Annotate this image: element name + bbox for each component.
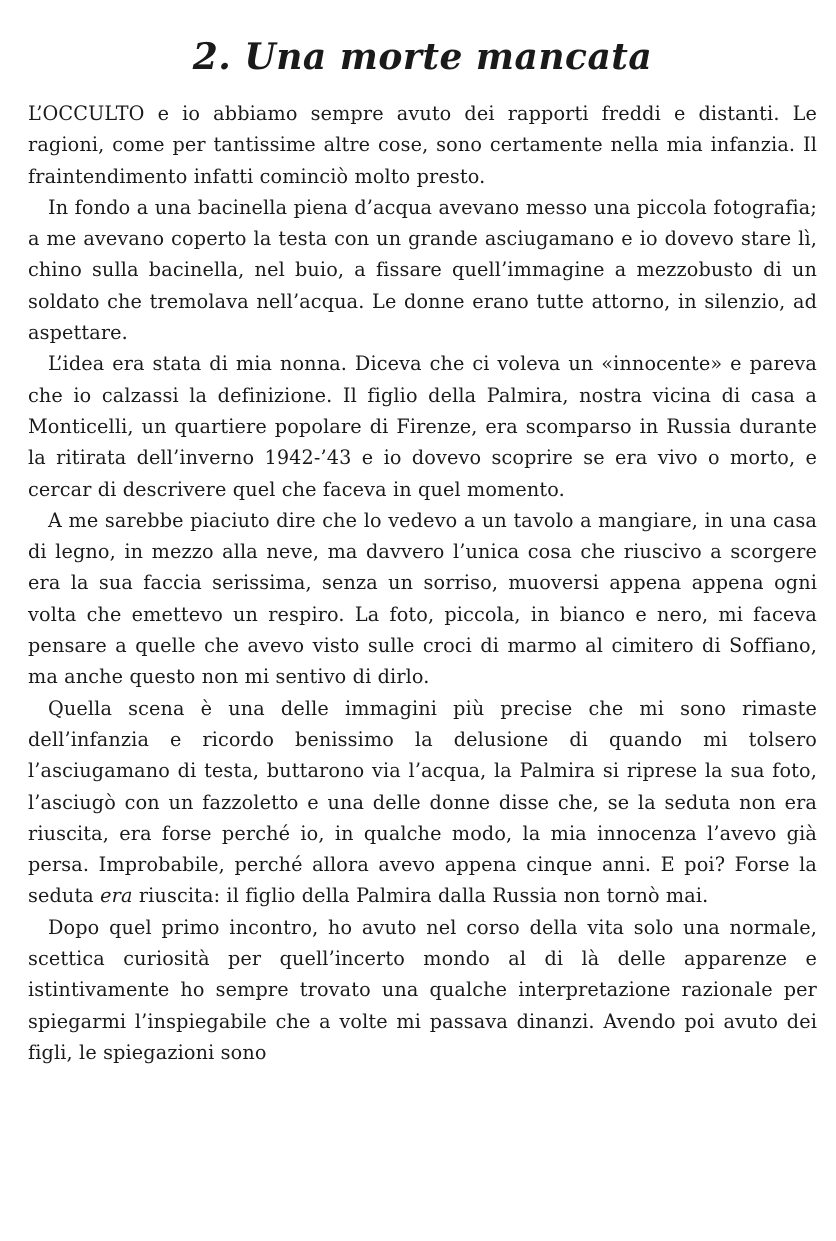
- paragraph: L’idea era stata di mia nonna. Diceva che ci voleva un «innocente» e pareva che io calzassi la definizione. Il figlio della Palmira, nostra vicina di casa a Monticelli, un quartiere popolare di Firenze, era scomparso in Russia durante la ritirata dell’inverno 1942-’43 e io dovevo scoprire se era vivo o morto, e cercar di descrivere quel che faceva in quel momento.: [28, 352, 817, 501]
- emphasized-word: era: [100, 884, 133, 908]
- paragraph: A me sarebbe piaciuto dire che lo vedevo a un tavolo a mangiare, in una casa di legno, in mezzo alla neve, ma davvero l’unica cosa che riuscivo a scorgere era la sua faccia serissima, senza un sorriso, muoversi appena appena ogni volta che emettevo un respiro. La foto, piccola, in bianco e nero, mi faceva pensare a quelle che avevo visto sulle croci di marmo al cimitero di Soffiano, ma anche questo non mi sentivo di dirlo.: [28, 508, 817, 689]
- book-page: [28, 0, 817, 1068]
- paragraph-text: Quella scena è una delle immagini più precise che mi sono rimaste dell’infanzia e ricordo benissimo la delusione di quando mi tolsero l’asciugamano di testa, buttarono via l’acqua, la Palmira si riprese la sua foto, l’asciugò con un fazzoletto e una delle donne disse che, se la seduta non era riuscita, era forse perché io, in qualche modo, la mia innocenza l’avevo già persa. Improbabile, perché allora avevo appena cinque anni. E poi? Forse la seduta: [28, 696, 817, 908]
- paragraph: L’OCCULTO e io abbiamo sempre avuto dei rapporti freddi e distanti. Le ragioni, come per tantissime altre cose, sono certamente nella mia infanzia. Il fraintendimento infatti cominciò molto presto.: [28, 102, 817, 188]
- paragraph: In fondo a una bacinella piena d’acqua avevano messo una piccola fotografia; a me avevano coperto la testa con un grande asciugamano e io dovevo stare lì, chino sulla bacinella, nel buio, a fissare quell’immagine a mezzobusto di un soldato che tremolava nell’acqua. Le donne erano tutte attorno, in silenzio, ad aspettare.: [28, 195, 817, 345]
- paragraph: [28, 693, 817, 912]
- chapter-title: 2. Una morte mancata: [192, 36, 653, 78]
- paragraph-text: riuscita: il figlio della Palmira dalla Russia non tornò mai.: [132, 884, 709, 908]
- paragraph: Dopo quel primo incontro, ho avuto nel corso della vita solo una normale, scettica curiosità per quell’incerto mondo al di là delle apparenze e istintivamente ho sempre trovato una qualche interpretazione razionale per spiegarmi l’inspiegabile che a volte mi passava dinanzi. Avendo poi avuto dei figli, le spiegazioni sono: [28, 915, 817, 1064]
- chapter-body: [28, 98, 817, 1068]
